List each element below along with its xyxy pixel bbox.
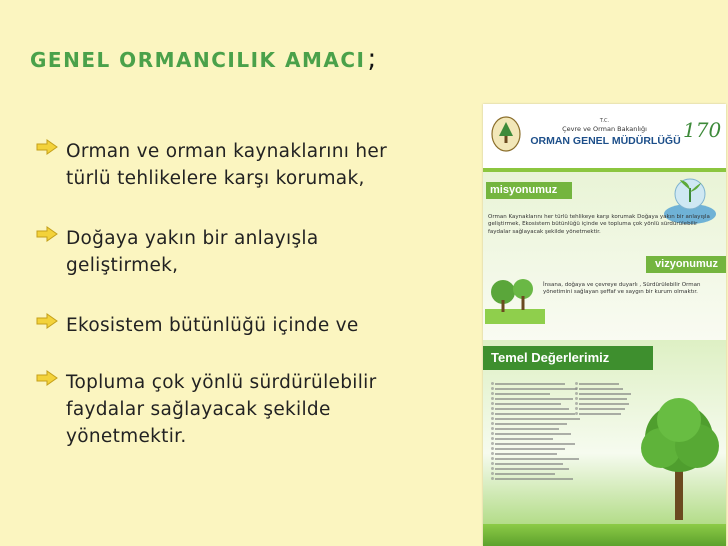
bullet-line: Ekosistem bütünlüğü içinde ve xyxy=(66,315,359,336)
tree-icon xyxy=(633,390,725,530)
bullet-line: Topluma çok yönlü sürdürülebilir xyxy=(66,372,377,393)
bullet-line: yönetmektir. xyxy=(66,426,187,447)
poster-values-section xyxy=(483,340,726,546)
slide-title-text: GENEL ORMANCILIK AMACI xyxy=(30,48,366,72)
bullet-line: türlü tehlikelere karşı korumak, xyxy=(66,168,365,189)
bullet-line: Orman ve orman kaynaklarını her xyxy=(66,141,388,162)
vision-label: vizyonumuz xyxy=(646,256,726,273)
poster-ministry: Çevre ve Orman Bakanlığı xyxy=(562,125,647,133)
bullet-item xyxy=(36,138,387,192)
poster-header xyxy=(483,104,726,168)
right-arrow-icon xyxy=(36,313,58,329)
slide-title-suffix: ; xyxy=(367,44,378,74)
bullet-line: faydalar sağlayacak şekilde xyxy=(66,399,331,420)
anniversary-badge: 170 xyxy=(683,118,722,142)
mission-text: Orman Kaynaklarını her türlü tehlikeye karşı korumak Doğaya yakın bir anlayışla geliştirmek, Ekosistem bütünlüğü içinde ve topluma çok yönlü sürdürülebilir faydalar sağlayacak şekilde yönetmektir. xyxy=(488,214,710,235)
right-arrow-icon xyxy=(36,139,58,155)
bullet-line: Doğaya yakın bir anlayışla xyxy=(66,228,319,249)
values-list-secondary xyxy=(575,380,635,418)
bullet-item xyxy=(36,225,318,279)
mission-label: misyonumuz xyxy=(486,182,572,199)
right-arrow-icon xyxy=(36,370,58,386)
bullet-item xyxy=(36,312,359,339)
values-label: Temel Değerlerimiz xyxy=(483,346,653,370)
poster-directorate: ORMAN GENEL MÜDÜRLÜĞÜ xyxy=(530,135,681,147)
bullet-item xyxy=(36,369,376,450)
grass-strip xyxy=(483,524,726,546)
poster-mission-section xyxy=(483,172,726,340)
poster-tc: T.C. xyxy=(599,118,610,124)
vision-text: İnsana, doğaya ve çevreye duyarlı , Sürdürülebilir Orman yönetimini sağlayan şeffaf ve saygın bir kurum olmaktır. xyxy=(543,282,701,296)
bullet-line: geliştirmek, xyxy=(66,255,179,276)
slide-title xyxy=(30,44,378,74)
forest-scene-icon xyxy=(485,264,545,324)
right-arrow-icon xyxy=(36,226,58,242)
poster-image xyxy=(483,104,726,546)
